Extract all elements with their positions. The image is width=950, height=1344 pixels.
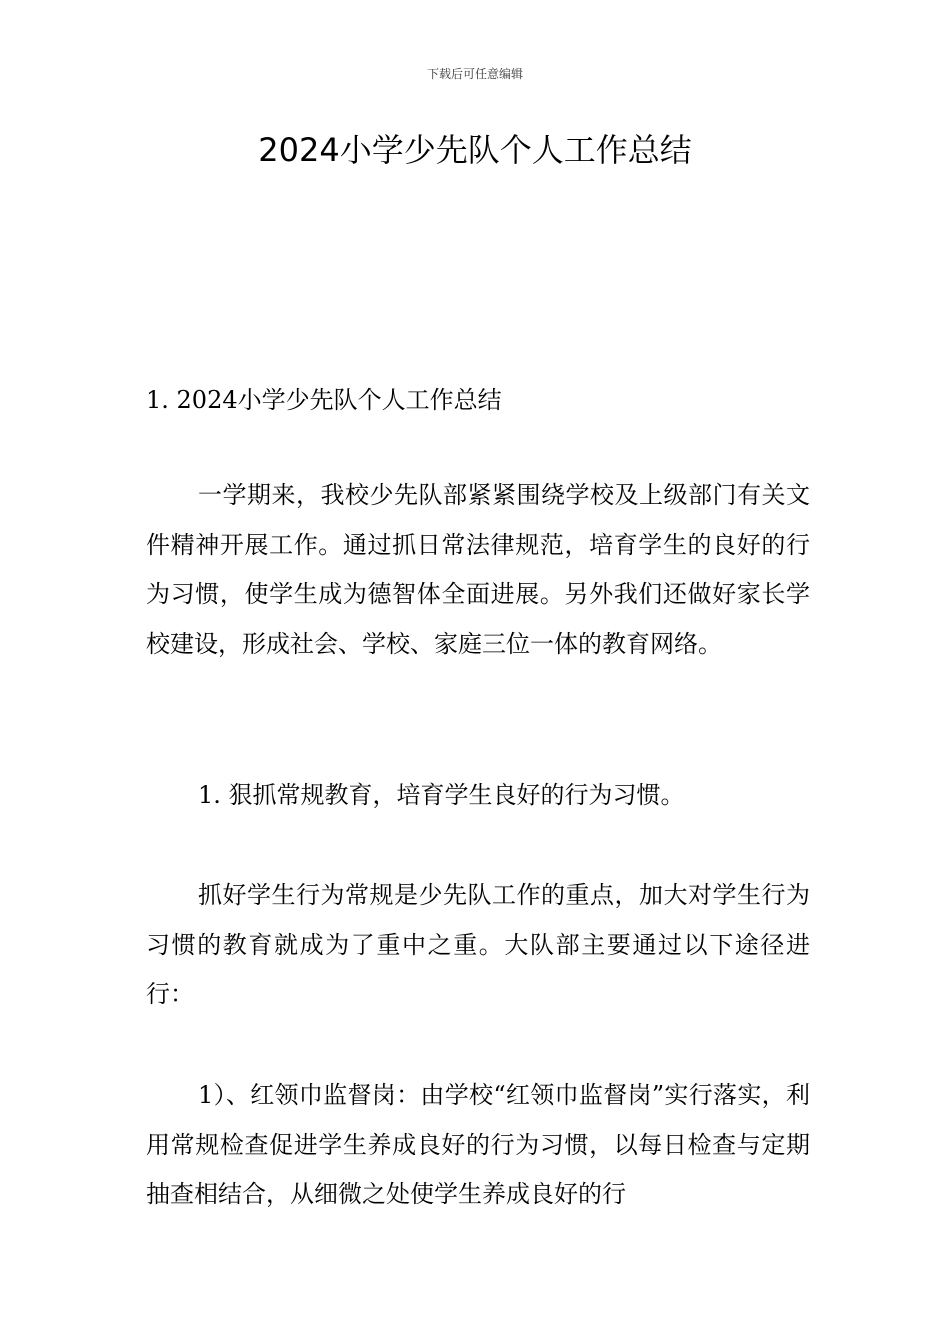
document-title: 2024小学少先队个人工作总结 [258,131,692,169]
section-heading: 1. 2024小学少先队个人工作总结 [146,386,502,414]
paragraph-behavior: 抓好学生行为常规是少先队工作的重点，加大对学生行为习惯的教育就成为了重中之重。大队部主要通过以下途径进行： [146,881,810,1008]
header-note: 下载后可任意编辑 [426,67,523,81]
paragraph-supervision: 1）、红领巾监督岗：由学校“红领巾监督岗”实行落实，利用常规检查促进学生养成良好的行为习惯，以每日检查与定期抽查相结合，从细微之处使学生养成良好的行 [146,1081,810,1208]
list-item-heading: 1. 狠抓常规教育，培育学生良好的行为习惯。 [198,781,685,809]
paragraph-intro: 一学期来，我校少先队部紧紧围绕学校及上级部门有关文件精神开展工作。通过抓日常法律规范，培育学生的良好的行为习惯，使学生成为德智体全面进展。另外我们还做好家长学校建设，形成社会、学校、家庭三位一体的教育网络。 [146,481,810,658]
